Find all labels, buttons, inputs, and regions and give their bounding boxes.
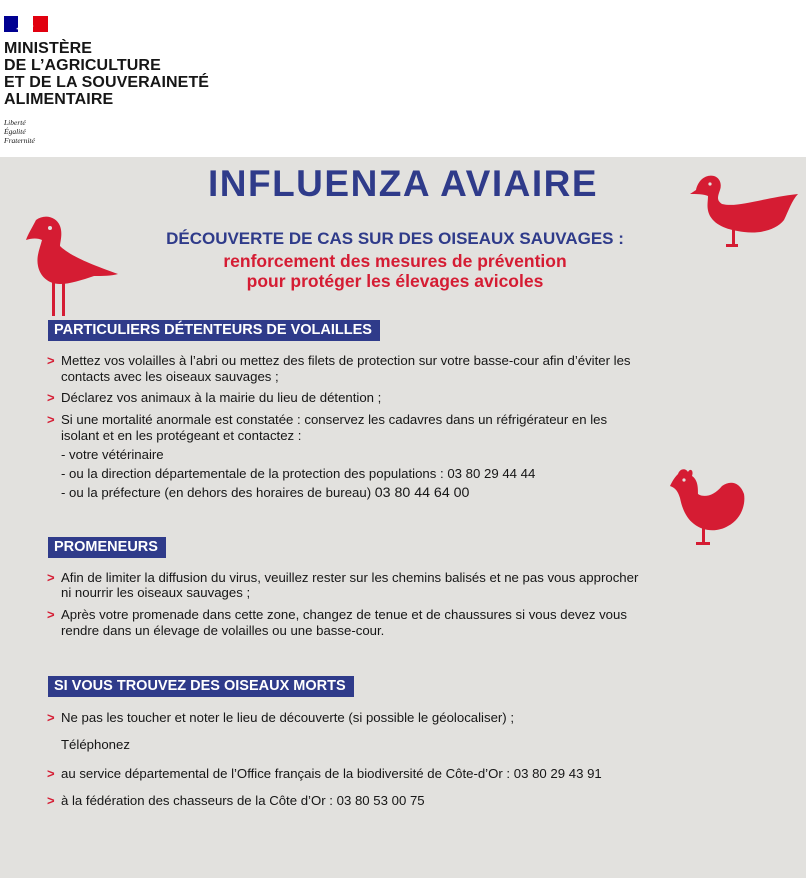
ministry-line: ALIMENTAIRE [4, 91, 114, 108]
section-heading-oiseaux-morts: SI VOUS TROUVEZ DES OISEAUX MORTS [48, 676, 354, 697]
list-item-text: Après votre promenade dans cette zone, changez de tenue et de chaussures si vous devez vous [61, 607, 627, 622]
ministry-line: DE L’AGRICULTURE [4, 57, 161, 74]
subtitle-line3-text: pour protéger les élevages avicoles [246, 271, 544, 291]
header [0, 0, 806, 157]
list-subitem-text: - ou la préfecture (en dehors des horaires de bureau) [61, 485, 372, 500]
motto-line: Liberté [4, 118, 26, 127]
phone-number: 03 80 44 64 00 [374, 485, 470, 501]
subtitle-line2-text: renforcement des mesures de prévention [223, 251, 567, 271]
flag-icon [4, 16, 48, 32]
list-item-text: Ne pas les toucher et noter le lieu de découverte (si possible le géolocaliser) ; [61, 710, 515, 725]
ministry-line: ET DE LA SOUVERAINETÉ [4, 74, 210, 91]
list-subitem: - votre vétérinaire [61, 447, 164, 462]
bullet-arrow-icon: > [47, 570, 55, 585]
ministry-name [4, 40, 209, 108]
bullet-arrow-icon: > [47, 793, 55, 808]
list-item-text: contacts avec les oiseaux sauvages ; [61, 369, 279, 384]
seagull-icon [22, 214, 122, 320]
bullet-arrow-icon: > [47, 390, 55, 405]
duck-icon [688, 168, 800, 250]
list-item-text: ni nourrir les oiseaux sauvages ; [61, 585, 251, 600]
motto-line: Égalité [4, 127, 26, 136]
list-item-text: Mettez vos volailles à l’abri ou mettez des filets de protection sur votre basse-cour afin d’éviter les [61, 353, 631, 368]
section-heading-promeneurs: PROMENEURS [48, 537, 166, 558]
list-item-text: Déclarez vos animaux à la mairie du lieu de détention ; [61, 390, 382, 405]
bullet-arrow-icon: > [47, 353, 55, 368]
telephonez-label: Téléphonez [61, 737, 130, 752]
list-subitem: - ou la direction départementale de la protection des populations : 03 80 29 44 44 [61, 466, 536, 481]
bullet-arrow-icon: > [47, 607, 55, 622]
list-item-text: à la fédération des chasseurs de la Côte d’Or : 03 80 53 00 75 [61, 793, 425, 808]
motto-line: Fraternité [4, 136, 35, 145]
ministry-line: MINISTÈRE [4, 40, 93, 57]
hen-icon [664, 466, 746, 550]
list-item-text: isolant et en les protégeant et contactez : [61, 428, 302, 443]
bullet-arrow-icon: > [47, 766, 55, 781]
list-item-text: au service départemental de l’Office français de la biodiversité de Côte-d’Or : 03 80 29 43 91 [61, 766, 602, 781]
section-heading-particuliers: PARTICULIERS DÉTENTEURS DE VOLAILLES [48, 320, 380, 341]
bullet-arrow-icon: > [47, 710, 55, 725]
list-item-text: Si une mortalité anormale est constatée : conservez les cadavres dans un réfrigérateur en les [61, 412, 608, 427]
page-title: INFLUENZA AVIAIRE [207, 163, 598, 204]
list-item-text: rendre dans un élevage de volailles ou une basse-cour. [61, 623, 385, 638]
bullet-arrow-icon: > [47, 412, 55, 427]
list-subitem [61, 485, 469, 501]
list-item-text: Afin de limiter la diffusion du virus, veuillez rester sur les chemins balisés et ne pas vous approcher [61, 570, 639, 585]
subtitle-line1: DÉCOUVERTE DE CAS SUR DES OISEAUX SAUVAGES : [166, 229, 624, 248]
motto [4, 118, 35, 145]
